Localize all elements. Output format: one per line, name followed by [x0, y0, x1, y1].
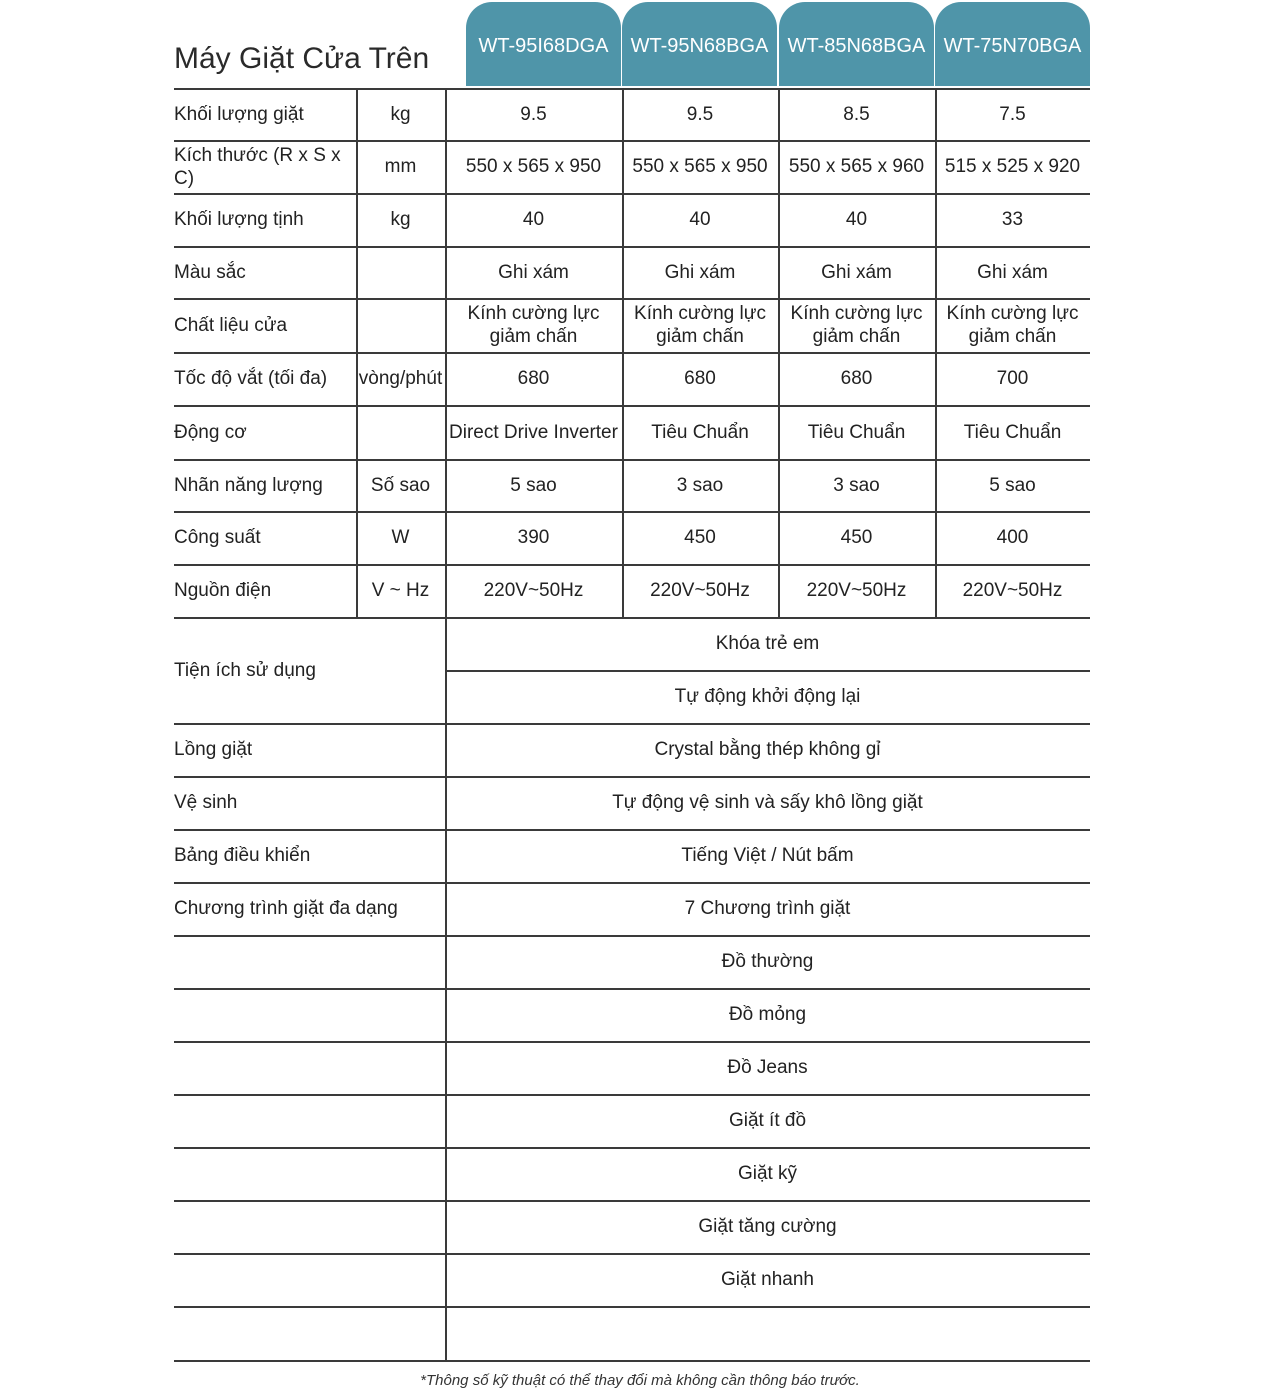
spec-unit — [356, 298, 445, 352]
spec-value: 220V~50Hz — [650, 580, 750, 601]
feature-value: Tự động khởi động lại — [674, 686, 861, 707]
model-header-1: WT-95I68DGA — [466, 2, 621, 86]
feature-value: Tự động vệ sinh và sấy khô lồng giặt — [612, 792, 923, 813]
program-value: Đồ mỏng — [728, 1004, 807, 1025]
spec-value: 9.5 — [686, 103, 714, 125]
feature-value: Tiếng Việt / Nút bấm — [681, 845, 854, 866]
spec-value: 680 — [517, 368, 550, 389]
spec-value: 550 x 565 x 950 — [465, 156, 602, 177]
spec-label: Tốc độ vắt (tối đa) — [174, 368, 328, 389]
spec-unit: mm — [384, 156, 417, 177]
feature-value: Khóa trẻ em — [715, 633, 820, 654]
spec-label: Màu sắc — [174, 261, 246, 283]
program-value: Đồ Jeans — [727, 1057, 808, 1078]
spec-label: Công suất — [174, 527, 261, 548]
spec-unit: Số sao — [370, 474, 431, 496]
spec-value: 680 — [840, 368, 873, 389]
spec-value: Tiêu Chuẩn — [651, 421, 749, 443]
spec-value: Kính cường lực giảm chấn — [790, 303, 923, 347]
spec-value: Tiêu Chuẩn — [807, 421, 906, 443]
footnote: *Thông số kỹ thuật có thể thay đổi mà không cần thông báo trước. — [420, 1372, 860, 1389]
spec-unit: kg — [390, 209, 411, 230]
spec-label: Nhãn năng lượng — [174, 474, 323, 496]
spec-unit — [356, 405, 445, 459]
spec-value: 220V~50Hz — [483, 580, 584, 601]
spec-unit: kg — [390, 103, 411, 125]
spec-value: 8.5 — [843, 103, 870, 125]
spec-label: Chất liệu cửa — [174, 314, 288, 336]
page-title: Máy Giặt Cửa Trên — [174, 42, 430, 75]
spec-value: Ghi xám — [977, 261, 1048, 283]
unit-value-divider — [445, 88, 447, 617]
spec-value: 40 — [689, 209, 711, 230]
spec-value: Ghi xám — [498, 261, 569, 283]
spec-value: 680 — [684, 368, 716, 389]
spec-value: 220V~50Hz — [962, 580, 1063, 601]
model-header-2: WT-95N68BGA — [622, 2, 777, 86]
feature-label: Vệ sinh — [174, 792, 238, 813]
feature-label: Lồng giặt — [174, 739, 253, 760]
spec-value: 400 — [996, 527, 1029, 548]
spec-label: Khối lượng giặt — [174, 103, 304, 125]
spec-value: 515 x 525 x 920 — [944, 156, 1081, 177]
spec-value: Tiêu Chuẩn — [963, 421, 1062, 443]
spec-value: 40 — [845, 209, 868, 230]
program-value — [445, 1306, 1090, 1360]
spec-value: 550 x 565 x 950 — [632, 156, 768, 177]
spec-label: Nguồn điện — [174, 580, 272, 601]
spec-value: Direct Drive Inverter — [449, 421, 618, 443]
feature-value: Crystal bằng thép không gỉ — [654, 739, 881, 760]
spec-value: 450 — [840, 527, 873, 548]
program-value: Giặt ít đồ — [728, 1110, 807, 1131]
spec-value: Kính cường lực giảm chấn — [467, 303, 600, 347]
program-value: Giặt tăng cường — [698, 1216, 837, 1237]
spec-value: Ghi xám — [821, 261, 892, 283]
spec-value: Kính cường lực giảm chấn — [634, 303, 766, 347]
spec-value: 3 sao — [833, 474, 880, 496]
model-divider — [778, 88, 780, 617]
model-divider — [622, 88, 624, 617]
model-header-3: WT-85N68BGA — [779, 2, 934, 86]
spec-label: Kích thước (R x S x C) — [174, 144, 341, 189]
spec-value: 9.5 — [520, 103, 547, 125]
feature-label: Bảng điều khiển — [174, 845, 311, 866]
spec-value: 5 sao — [989, 474, 1036, 496]
spec-label: Động cơ — [174, 421, 247, 443]
program-value: Đồ thường — [721, 951, 814, 972]
spec-unit: vòng/phút — [358, 368, 443, 389]
feature-divider — [445, 617, 447, 1360]
row-divider — [174, 1360, 1090, 1362]
spec-unit: V ~ Hz — [371, 580, 430, 601]
program-value: Giặt nhanh — [721, 1269, 814, 1290]
feature-label: Tiện ích sử dụng — [174, 659, 316, 681]
spec-value: Ghi xám — [664, 261, 736, 283]
spec-value: 33 — [1001, 209, 1024, 230]
spec-value: 40 — [522, 209, 545, 230]
feature-value: 7 Chương trình giặt — [684, 898, 851, 919]
spec-value: Kính cường lực giảm chấn — [946, 303, 1079, 347]
label-unit-divider — [356, 88, 358, 617]
spec-unit: W — [391, 527, 410, 548]
model-divider — [935, 88, 937, 617]
spec-value: 390 — [517, 527, 550, 548]
spec-value: 5 sao — [510, 474, 557, 496]
spec-value: 550 x 565 x 960 — [788, 156, 925, 177]
spec-value: 220V~50Hz — [806, 580, 907, 601]
model-header-4: WT-75N70BGA — [935, 2, 1090, 86]
spec-label: Khối lượng tịnh — [174, 209, 304, 230]
spec-unit — [356, 246, 445, 298]
program-value: Giặt kỹ — [737, 1163, 798, 1184]
spec-value: 7.5 — [999, 103, 1026, 125]
spec-value: 450 — [684, 527, 716, 548]
spec-value: 3 sao — [676, 474, 724, 496]
spec-value: 700 — [996, 368, 1029, 389]
feature-label: Chương trình giặt đa dạng — [174, 898, 398, 919]
